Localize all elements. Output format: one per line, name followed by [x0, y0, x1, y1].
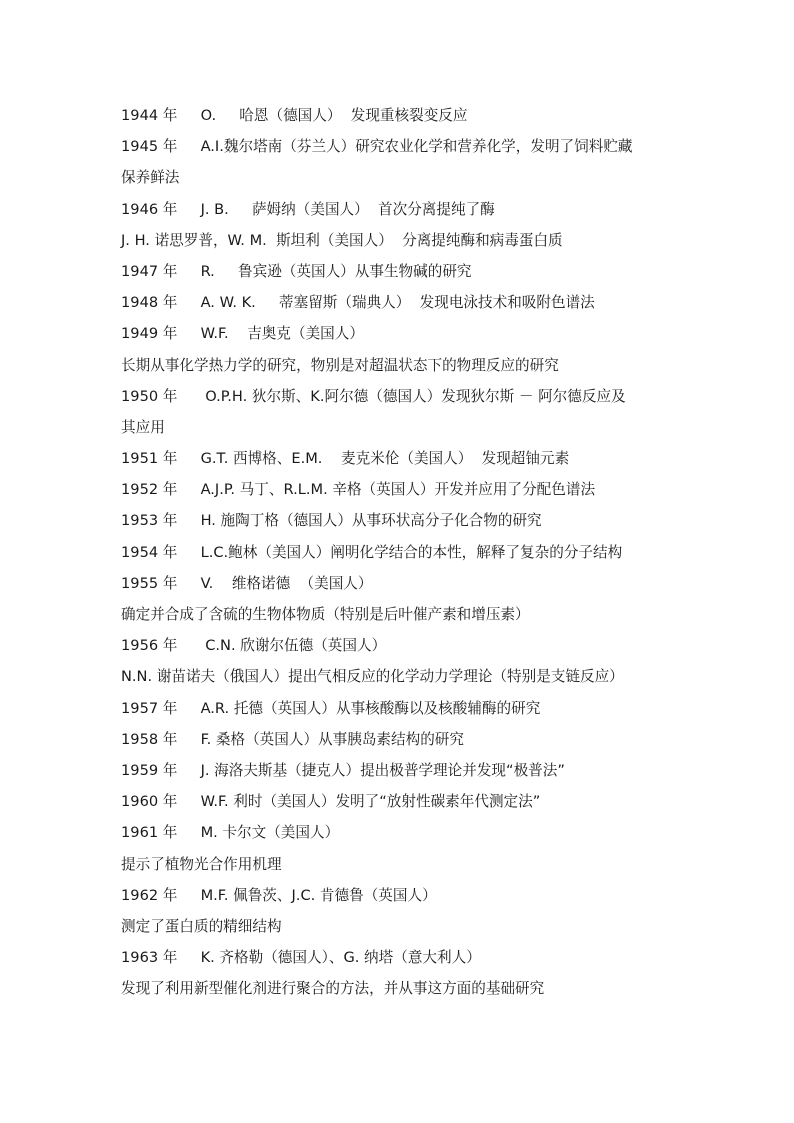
- text-line-1950: 1950 年 O.P.H. 狄尔斯、K.阿尔德（德国人）发现狄尔斯 － 阿尔德反应及: [121, 387, 626, 405]
- text-line-1950-cont: 其应用: [121, 418, 165, 436]
- text-line-1948: 1948 年 A. W. K. 蒂塞留斯（瑞典人） 发现电泳技术和吸附色谱法: [121, 294, 595, 312]
- text-line-1946-cont: J. H. 诺思罗普，W. M. 斯坦利（美国人） 分离提纯酶和病毒蛋白质: [121, 231, 563, 249]
- text-line-1949: 1949 年 W.F. 吉奥克（美国人）: [121, 325, 364, 343]
- text-line-1955-cont: 确定并合成了含硫的生物体物质（特别是后叶催产素和增压素）: [121, 606, 530, 623]
- text-line-1951: 1951 年 G.T. 西博格、E.M. 麦克米伦（美国人） 发现超铀元素: [121, 450, 570, 468]
- text-line-1963: 1963 年 K. 齐格勒（德国人）、G. 纳塔（意大利人）: [121, 949, 481, 967]
- text-line-1947: 1947 年 R. 鲁宾逊（英国人）从事生物碱的研究: [121, 262, 472, 280]
- text-line-1949-cont: 长期从事化学热力学的研究，物别是对超温状态下的物理反应的研究: [121, 356, 559, 374]
- text-line-1944: 1944 年 O. 哈恩（德国人） 发现重核裂变反应: [121, 107, 468, 124]
- text-line-1955: 1955 年 V. 维格诺德 （美国人）: [121, 574, 373, 592]
- text-line-1952: 1952 年 A.J.P. 马丁、R.L.M. 辛格（英国人）开发并应用了分配色谱法: [121, 481, 596, 499]
- text-line-1961: 1961 年 M. 卡尔文（美国人）: [121, 824, 340, 842]
- text-line-1958: 1958 年 F. 桑格（英国人）从事胰岛素结构的研究: [121, 730, 464, 748]
- text-line-1962-cont: 测定了蛋白质的精细结构: [121, 917, 282, 935]
- text-line-1962: 1962 年 M.F. 佩鲁茨、J.C. 肯德鲁（英国人）: [121, 886, 437, 904]
- text-line-1960: 1960 年 W.F. 利时（美国人）发明了“放射性碳素年代测定法”: [121, 793, 541, 811]
- text-line-1954: 1954 年 L.C.鲍林（美国人）阐明化学结合的本性，解释了复杂的分子结构: [121, 543, 623, 561]
- text-line-1953: 1953 年 H. 施陶丁格（德国人）从事环状高分子化合物的研究: [121, 512, 542, 530]
- text-line-1946: 1946 年 J. B. 萨姆纳（美国人） 首次分离提纯了酶: [121, 200, 495, 218]
- text-line-1959: 1959 年 J. 海洛夫斯基（捷克人）提出极普学理论并发现“极普法”: [121, 761, 565, 779]
- text-line-1963-cont: 发现了利用新型催化剂进行聚合的方法，并从事这方面的基础研究: [121, 980, 545, 998]
- text-line-1956-cont: N.N. 谢苗诺夫（俄国人）提出气相反应的化学动力学理论（特别是支链反应）: [121, 668, 624, 686]
- text-line-1945: 1945 年 A.I.魏尔塔南（芬兰人）研究农业化学和营养化学，发明了饲料贮藏: [121, 138, 633, 156]
- text-line-1957: 1957 年 A.R. 托德（英国人）从事核酸酶以及核酸辅酶的研究: [121, 699, 541, 717]
- text-line-1956: 1956 年 C.N. 欣谢尔伍德（英国人）: [121, 637, 387, 655]
- text-line-1961-cont: 提示了植物光合作用机理: [121, 855, 282, 873]
- document-page: [121, 100, 681, 1004]
- text-line-1945-cont: 保养鲜法: [121, 169, 180, 187]
